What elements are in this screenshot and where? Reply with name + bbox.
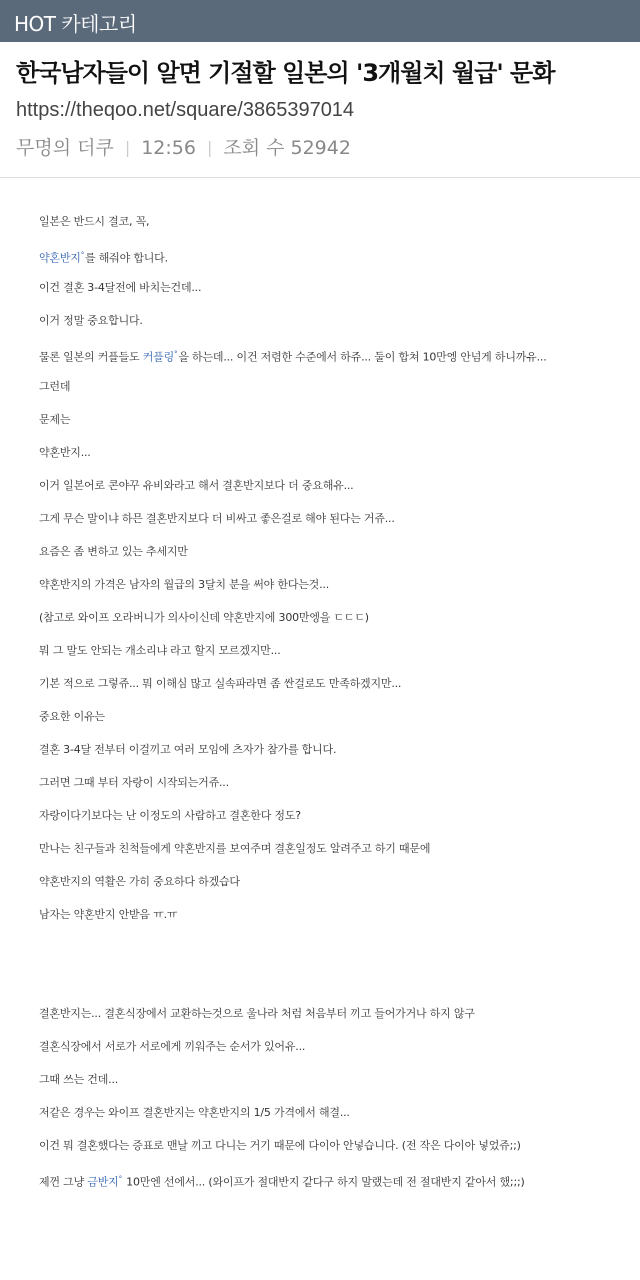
body-paragraph: 자랑이다기보다는 난 이정도의 사람하고 결혼한다 정도? — [39, 809, 301, 822]
body-paragraph: 약혼반지의 역활은 가히 중요하다 하겠습다 — [39, 875, 240, 888]
body-paragraph: 물론 일본의 커플들도 커플링°을 하는데... 이건 저렴한 수준에서 하쥬... 둘이 합쳐 10만엥 안넘게 하니까유... — [39, 350, 547, 364]
author-name[interactable]: 무명의 더쿠 — [16, 137, 114, 159]
body-paragraph: 결혼반지는... 결혼식장에서 교환하는것으로 울나라 처럼 처음부터 끼고 들어가거나 하지 않구 — [39, 1007, 475, 1020]
body-paragraph: 약혼반지°를 해줘야 합니다. — [39, 251, 168, 265]
body-paragraph: 그게 무슨 말이냐 하믄 결혼반지보다 더 비싸고 좋은걸로 해야 된다는 거쥬... — [39, 512, 395, 525]
body-paragraph: 뭐 그 말도 안되는 개소리냐 라고 할지 모르겠지만... — [39, 644, 281, 657]
paragraph-spacer — [39, 940, 620, 1006]
body-paragraph: 약혼반지의 가격은 남자의 월급의 3달치 분을 써야 한다는것... — [39, 578, 329, 591]
body-paragraph: 저같은 경우는 와이프 결혼반지는 약혼반지의 1/5 가격에서 해결... — [39, 1106, 350, 1119]
meta-divider: | — [124, 138, 131, 157]
body-paragraph: 요즘은 좀 변하고 있는 추세지만 — [39, 545, 188, 558]
body-paragraph: 중요한 이유는 — [39, 710, 105, 723]
post-time: 12:56 — [141, 137, 196, 159]
category-header[interactable] — [0, 0, 640, 42]
post-meta — [16, 136, 624, 160]
body-paragraph: 그런데 — [39, 380, 71, 393]
body-paragraph: 이거 일본어로 콘야꾸 유비와라고 해서 결혼반지보다 더 중요해유... — [39, 479, 354, 492]
body-paragraph: 일본은 반드시 결코, 꼭, — [39, 215, 150, 228]
meta-divider: | — [206, 138, 213, 157]
post-body — [0, 214, 640, 1204]
search-icon[interactable]: ° — [118, 1175, 122, 1183]
body-paragraph: (참고로 와이프 오라버니가 의사이신데 약혼반지에 300만엥을 ㄷㄷㄷ) — [39, 611, 369, 624]
keyword-link[interactable]: 커플링 — [142, 350, 175, 364]
body-paragraph: 약혼반지... — [39, 446, 91, 459]
body-paragraph: 제껀 그냥 금반지° 10만엔 선에서... (와이프가 절대반지 같다구 하지 말랬는데 전 절대반지 같아서 했;;;) — [39, 1175, 525, 1189]
body-paragraph: 문제는 — [39, 413, 71, 426]
keyword-link[interactable]: 약혼반지 — [39, 251, 81, 265]
post-header — [0, 42, 640, 178]
body-paragraph: 결혼식장에서 서로가 서로에게 끼워주는 순서가 있어유... — [39, 1040, 306, 1053]
body-paragraph: 그러면 그때 부터 자랑이 시작되는거쥬... — [39, 776, 229, 789]
body-paragraph: 만나는 친구들과 친척들에게 약혼반지를 보여주며 결혼일정도 알려주고 하기 때문에 — [39, 842, 431, 855]
post-url[interactable]: https://theqoo.net/square/3865397014 — [16, 99, 355, 121]
post-title: 한국남자들이 알면 기절할 일본의 '3개월치 월급' 문화 — [16, 59, 555, 87]
body-paragraph: 결혼 3-4달 전부터 이걸끼고 여러 모임에 츠자가 참가를 합니다. — [39, 743, 337, 756]
body-paragraph: 그때 쓰는 건데... — [39, 1073, 119, 1086]
body-paragraph: 남자는 약혼반지 안받음 ㅠ.ㅠ — [39, 908, 178, 921]
view-count: 조회 수 52942 — [223, 137, 351, 159]
search-icon[interactable]: ° — [174, 350, 178, 358]
body-paragraph: 이건 뭐 결혼했다는 증표로 맨날 끼고 다니는 거기 때문에 다이아 안넣습니다. (전 작은 다이아 넣었쥬;;) — [39, 1139, 521, 1152]
body-paragraph: 이건 결혼 3-4달전에 바치는건데... — [39, 281, 202, 294]
body-paragraph: 이거 정말 중요합니다. — [39, 314, 143, 327]
body-paragraph: 기본 적으로 그렇쥬... 뭐 이해심 많고 실속파라면 좀 싼걸로도 만족하겠지만... — [39, 677, 402, 690]
search-icon[interactable]: ° — [80, 251, 85, 259]
keyword-link[interactable]: 금반지 — [87, 1175, 119, 1189]
category-label: HOT 카테고리 — [14, 12, 137, 36]
